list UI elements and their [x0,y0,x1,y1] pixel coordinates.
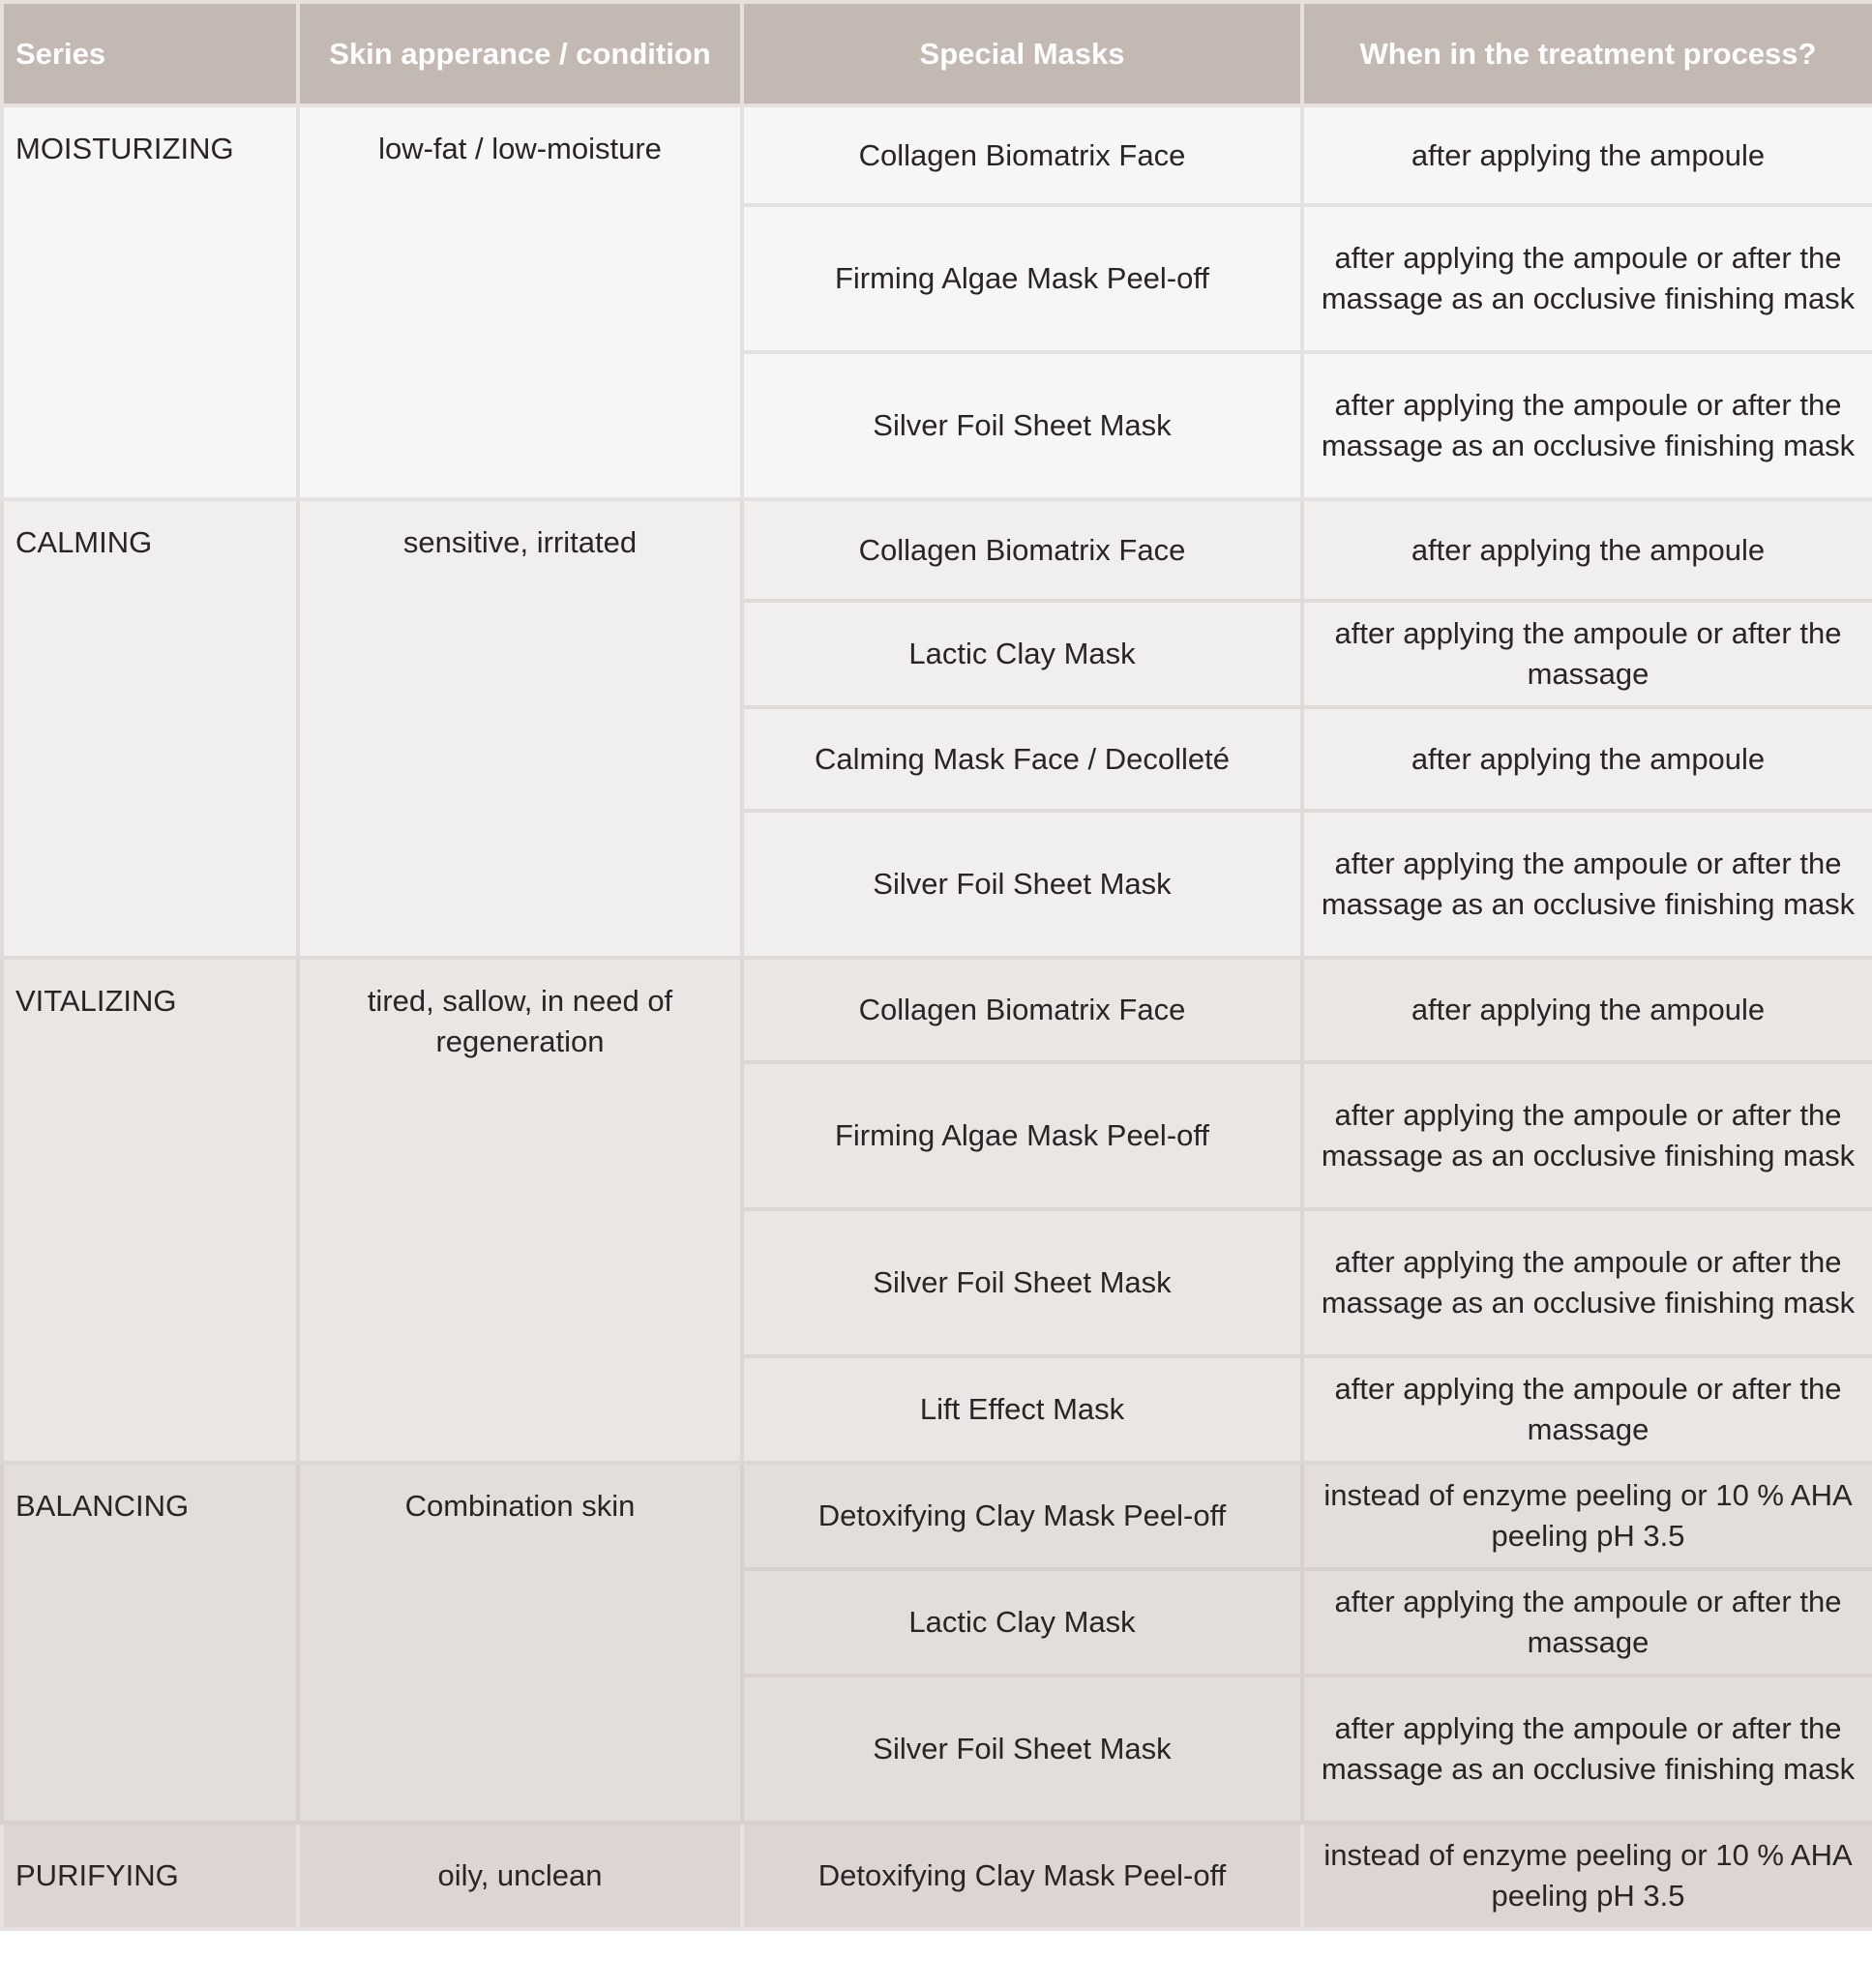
series-cell: MOISTURIZING [2,105,298,499]
when-cell: after applying the ampoule or after the massage as an occlusive finishing mask [1302,1062,1872,1209]
mask-cell: Silver Foil Sheet Mask [742,1676,1302,1823]
header-row [2,2,1872,105]
when-cell: instead of enzyme peeling or 10 % AHA peeling pH 3.5 [1302,1463,1872,1569]
skin-cell: tired, sallow, in need of regeneration [298,958,742,1463]
series-cell: VITALIZING [2,958,298,1463]
mask-cell: Detoxifying Clay Mask Peel-off [742,1463,1302,1569]
mask-cell: Calming Mask Face / Decolleté [742,707,1302,811]
when-cell: after applying the ampoule or after the massage as an occlusive finishing mask [1302,1209,1872,1356]
when-cell: after applying the ampoule [1302,499,1872,601]
table-row [2,499,1872,601]
mask-cell: Silver Foil Sheet Mask [742,352,1302,499]
series-cell: PURIFYING [2,1823,298,1929]
table-row [2,105,1872,205]
table-row [2,1823,1872,1929]
mask-cell: Silver Foil Sheet Mask [742,811,1302,958]
series-cell: CALMING [2,499,298,958]
when-cell: after applying the ampoule or after the massage [1302,1356,1872,1463]
mask-cell: Firming Algae Mask Peel-off [742,1062,1302,1209]
when-cell: after applying the ampoule [1302,958,1872,1062]
header-when: When in the treatment process? [1302,2,1872,105]
when-cell: after applying the ampoule or after the massage as an occlusive finishing mask [1302,352,1872,499]
mask-cell: Collagen Biomatrix Face [742,499,1302,601]
when-cell: after applying the ampoule [1302,105,1872,205]
skin-cell: oily, unclean [298,1823,742,1929]
when-cell: after applying the ampoule or after the massage as an occlusive finishing mask [1302,1676,1872,1823]
when-cell: after applying the ampoule or after the massage as an occlusive finishing mask [1302,205,1872,352]
mask-cell: Collagen Biomatrix Face [742,105,1302,205]
header-masks: Special Masks [742,2,1302,105]
mask-cell: Detoxifying Clay Mask Peel-off [742,1823,1302,1929]
header-series: Series [2,2,298,105]
mask-cell: Collagen Biomatrix Face [742,958,1302,1062]
mask-cell: Lactic Clay Mask [742,601,1302,707]
header-skin: Skin apperance / condition [298,2,742,105]
table-row [2,958,1872,1062]
when-cell: instead of enzyme peeling or 10 % AHA peeling pH 3.5 [1302,1823,1872,1929]
skin-cell: Combination skin [298,1463,742,1823]
when-cell: after applying the ampoule or after the massage [1302,601,1872,707]
skin-cell: low-fat / low-moisture [298,105,742,499]
when-cell: after applying the ampoule [1302,707,1872,811]
skin-cell: sensitive, irritated [298,499,742,958]
mask-cell: Firming Algae Mask Peel-off [742,205,1302,352]
table-row [2,1463,1872,1569]
when-cell: after applying the ampoule or after the massage as an occlusive finishing mask [1302,811,1872,958]
series-cell: BALANCING [2,1463,298,1823]
when-cell: after applying the ampoule or after the massage [1302,1569,1872,1676]
mask-cell: Silver Foil Sheet Mask [742,1209,1302,1356]
mask-cell: Lift Effect Mask [742,1356,1302,1463]
mask-cell: Lactic Clay Mask [742,1569,1302,1676]
